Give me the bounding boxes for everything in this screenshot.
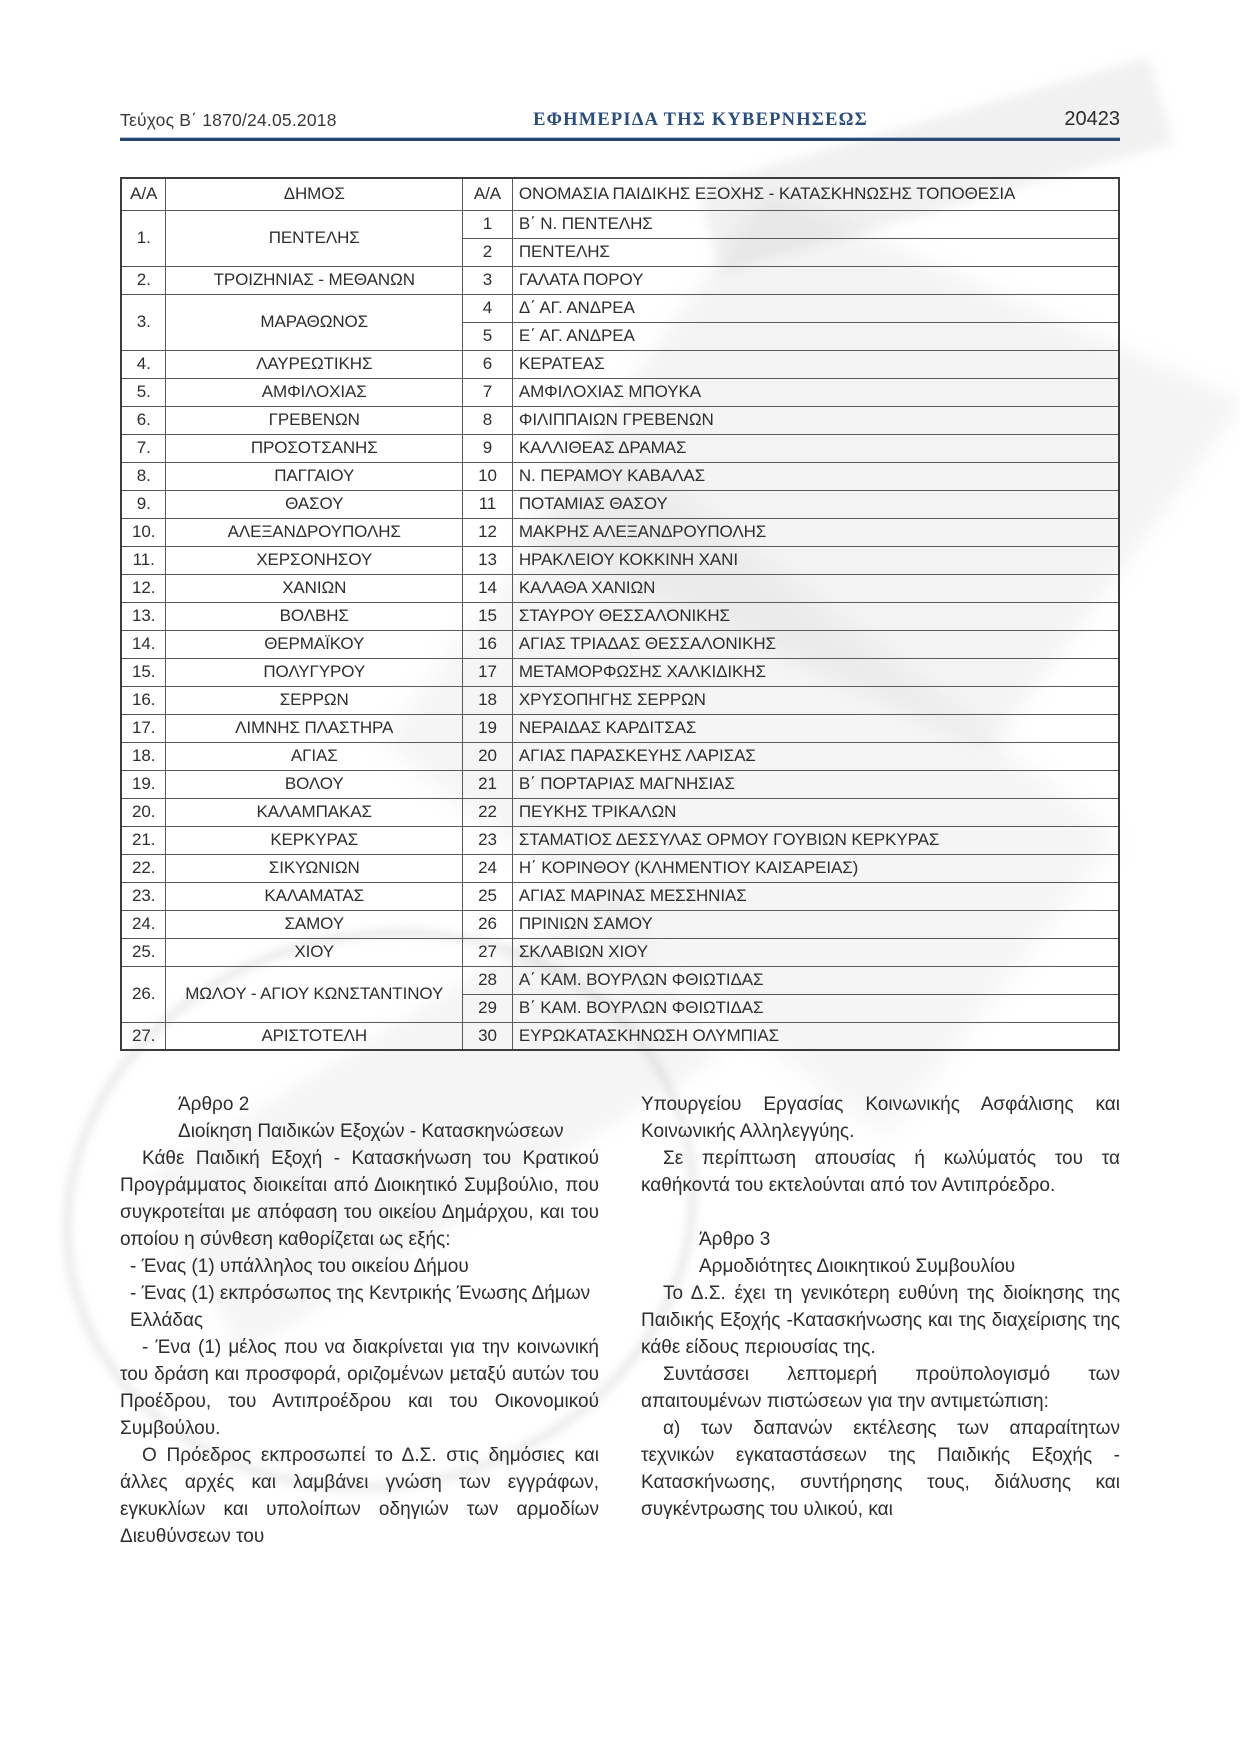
camp-name-cell: Α΄ ΚΑΜ. ΒΟΥΡΛΩΝ ΦΘΙΩΤΙΔΑΣ [512,966,1119,994]
issue-label: Τεύχος Β΄ 1870/24.05.2018 [120,110,337,130]
paragraph: Υπουργείου Εργασίας Κοινωνικής Ασφάλισης και Κοινωνικής Αλληλεγγύης. [641,1094,1120,1142]
camp-name-cell: ΕΥΡΩΚΑΤΑΣΚΗΝΩΣΗ ΟΛΥΜΠΙΑΣ [512,1022,1119,1050]
column-header-onomasia: ΟΝΟΜΑΣΙΑ ΠΑΙΔΙΚΗΣ ΕΞΟΧΗΣ - ΚΑΤΑΣΚΗΝΩΣΗΣ ΤΟΠΟΘΕΣΙΑ [512,178,1119,210]
camp-index-cell: 20 [463,742,513,770]
camp-index-cell: 14 [463,574,513,602]
camp-name-cell: ΜΑΚΡΗΣ ΑΛΕΞΑΝΔΡΟΥΠΟΛΗΣ [512,518,1119,546]
camp-name-cell: Β΄ ΠΟΡΤΑΡΙΑΣ ΜΑΓΝΗΣΙΑΣ [512,770,1119,798]
municipality-index-cell: 24. [121,910,166,938]
table-row [121,546,1119,574]
municipality-name-cell: ΘΑΣΟΥ [166,490,463,518]
municipality-index-cell: 1. [121,210,166,266]
table-row [121,714,1119,742]
camp-name-cell: ΣΤΑΥΡΟΥ ΘΕΣΣΑΛΟΝΙΚΗΣ [512,602,1119,630]
article-2-heading [120,1091,599,1145]
list-item: - Ένα (1) μέλος που να διακρίνεται για την κοινωνική του δράση και προσφορά, οριζομένων μεταξύ αυτών του Προέδρου, του Αντιπροέδρου και του Οικονομικού Συμβούλου. [120,1337,599,1439]
table-row [121,350,1119,378]
camps-table [120,177,1120,1051]
table-header-row [121,178,1119,210]
table-row [121,1022,1119,1050]
gazette-title: ΕΦΗΜΕΡΙΔΑ ΤΗΣ ΚΥΒΕΡΝΗΣΕΩΣ [533,110,868,130]
camp-name-cell: ΠΡΙΝΙΩΝ ΣΑΜΟΥ [512,910,1119,938]
municipality-index-cell: 7. [121,434,166,462]
municipality-index-cell: 10. [121,518,166,546]
municipality-index-cell: 11. [121,546,166,574]
camp-index-cell: 12 [463,518,513,546]
page-number: 20423 [1064,108,1120,130]
article-2-subtitle: Διοίκηση Παιδικών Εξοχών - Κατασκηνώσεων [178,1121,564,1142]
table-row [121,406,1119,434]
table-row [121,462,1119,490]
municipality-index-cell: 12. [121,574,166,602]
left-column [120,1091,599,1550]
camp-index-cell: 29 [463,994,513,1022]
municipality-index-cell: 4. [121,350,166,378]
municipality-index-cell: 18. [121,742,166,770]
camp-index-cell: 18 [463,686,513,714]
table-row [121,630,1119,658]
camp-index-cell: 10 [463,462,513,490]
camp-index-cell: 16 [463,630,513,658]
table-row [121,938,1119,966]
table-row [121,910,1119,938]
camp-name-cell: Β΄ Ν. ΠΕΝΤΕΛΗΣ [512,210,1119,238]
camp-name-cell: Ν. ΠΕΡΑΜΟΥ ΚΑΒΑΛΑΣ [512,462,1119,490]
table-row [121,826,1119,854]
camp-index-cell: 11 [463,490,513,518]
municipality-index-cell: 15. [121,658,166,686]
list-item: - Ένας (1) εκπρόσωπος της Κεντρικής Ένωσης Δήμων Ελλάδας [130,1283,591,1331]
table-row [121,266,1119,294]
right-column [641,1091,1120,1550]
camp-index-cell: 21 [463,770,513,798]
camp-name-cell: ΚΑΛΛΙΘΕΑΣ ΔΡΑΜΑΣ [512,434,1119,462]
header-rule [120,137,1120,141]
municipality-name-cell: ΒΟΛΟΥ [166,770,463,798]
camp-name-cell: ΚΕΡΑΤΕΑΣ [512,350,1119,378]
municipality-name-cell: ΛΙΜΝΗΣ ΠΛΑΣΤΗΡΑ [166,714,463,742]
camp-index-cell: 9 [463,434,513,462]
paragraph: Σε περίπτωση απουσίας ή κωλύματός του τα καθήκοντά του εκτελούνται από τον Αντιπρόεδρο. [641,1148,1120,1196]
camp-name-cell: ΚΑΛΑΘΑ ΧΑΝΙΩΝ [512,574,1119,602]
camp-name-cell: ΦΙΛΙΠΠΑΙΩΝ ΓΡΕΒΕΝΩΝ [512,406,1119,434]
camp-index-cell: 5 [463,322,513,350]
table-row [121,770,1119,798]
camp-index-cell: 6 [463,350,513,378]
article-3-heading [641,1226,1120,1280]
paragraph: Κάθε Παιδική Εξοχή - Κατασκήνωση του Κρατικού Προγράμματος διοικείται από Διοικητικό Συμβούλιο, που συγκροτείται με απόφαση του οικείου Δημάρχου, και του οποίου η σύνθεση καθορίζεται ως εξής: [120,1148,599,1250]
camp-index-cell: 26 [463,910,513,938]
municipality-index-cell: 6. [121,406,166,434]
municipality-name-cell: ΚΑΛΑΜΠΑΚΑΣ [166,798,463,826]
camp-index-cell: 7 [463,378,513,406]
municipality-index-cell: 20. [121,798,166,826]
municipality-index-cell: 22. [121,854,166,882]
camp-index-cell: 15 [463,602,513,630]
municipality-index-cell: 14. [121,630,166,658]
camp-index-cell: 23 [463,826,513,854]
municipality-name-cell: ΣΕΡΡΩΝ [166,686,463,714]
municipality-index-cell: 2. [121,266,166,294]
municipality-name-cell: ΧΕΡΣΟΝΗΣΟΥ [166,546,463,574]
camp-name-cell: Δ΄ ΑΓ. ΑΝΔΡΕΑ [512,294,1119,322]
municipality-name-cell: ΧΙΟΥ [166,938,463,966]
municipality-index-cell: 8. [121,462,166,490]
table-row [121,518,1119,546]
municipality-name-cell: ΠΡΟΣΟΤΣΑΝΗΣ [166,434,463,462]
paragraph: α) των δαπανών εκτέλεσης των απαραίτητων τεχνικών εγκαταστάσεων της Παιδικής Εξοχής - Κατασκήνωσης, συντήρησης τους, διάλυσης και συγκέντρωσης του υλικού, και [641,1418,1120,1520]
column-header-aa-left: Α/Α [121,178,166,210]
camp-name-cell: ΑΓΙΑΣ ΤΡΙΑΔΑΣ ΘΕΣΣΑΛΟΝΙΚΗΣ [512,630,1119,658]
table-row [121,210,1119,238]
camp-index-cell: 28 [463,966,513,994]
camp-name-cell: ΣΤΑΜΑΤΙΟΣ ΔΕΣΣΥΛΑΣ ΟΡΜΟΥ ΓΟΥΒΙΩΝ ΚΕΡΚΥΡΑΣ [512,826,1119,854]
table-row [121,966,1119,994]
camp-name-cell: ΑΜΦΙΛΟΧΙΑΣ ΜΠΟΥΚΑ [512,378,1119,406]
camp-name-cell: ΝΕΡΑΙΔΑΣ ΚΑΡΔΙΤΣΑΣ [512,714,1119,742]
municipality-index-cell: 9. [121,490,166,518]
municipality-index-cell: 16. [121,686,166,714]
camp-name-cell: ΑΓΙΑΣ ΜΑΡΙΝΑΣ ΜΕΣΣΗΝΙΑΣ [512,882,1119,910]
camp-index-cell: 2 [463,238,513,266]
camp-index-cell: 27 [463,938,513,966]
camp-index-cell: 25 [463,882,513,910]
municipality-name-cell: ΠΑΓΓΑΙΟΥ [166,462,463,490]
municipality-index-cell: 17. [121,714,166,742]
camp-index-cell: 8 [463,406,513,434]
table-row [121,742,1119,770]
table-row [121,798,1119,826]
camp-index-cell: 24 [463,854,513,882]
camp-name-cell: ΠΟΤΑΜΙΑΣ ΘΑΣΟΥ [512,490,1119,518]
municipality-index-cell: 27. [121,1022,166,1050]
camp-index-cell: 3 [463,266,513,294]
municipality-index-cell: 23. [121,882,166,910]
camp-index-cell: 22 [463,798,513,826]
camp-index-cell: 30 [463,1022,513,1050]
camp-index-cell: 13 [463,546,513,574]
municipality-index-cell: 21. [121,826,166,854]
municipality-name-cell: ΤΡΟΙΖΗΝΙΑΣ - ΜΕΘΑΝΩΝ [166,266,463,294]
camp-name-cell: ΓΑΛΑΤΑ ΠΟΡΟΥ [512,266,1119,294]
camp-name-cell: ΜΕΤΑΜΟΡΦΩΣΗΣ ΧΑΛΚΙΔΙΚΗΣ [512,658,1119,686]
table-row [121,294,1119,322]
camp-name-cell: ΠΕΥΚΗΣ ΤΡΙΚΑΛΩΝ [512,798,1119,826]
municipality-name-cell: ΑΓΙΑΣ [166,742,463,770]
table-row [121,378,1119,406]
column-header-aa-right: Α/Α [463,178,513,210]
municipality-index-cell: 25. [121,938,166,966]
camp-name-cell: ΗΡΑΚΛΕΙΟΥ ΚΟΚΚΙΝΗ ΧΑΝΙ [512,546,1119,574]
municipality-name-cell: ΛΑΥΡΕΩΤΙΚΗΣ [166,350,463,378]
municipality-name-cell: ΑΜΦΙΛΟΧΙΑΣ [166,378,463,406]
municipality-name-cell: ΘΕΡΜΑΪΚΟΥ [166,630,463,658]
table-row [121,658,1119,686]
municipality-name-cell: ΜΑΡΑΘΩΝΟΣ [166,294,463,350]
table-row [121,882,1119,910]
article-columns [120,1091,1120,1550]
spacer [641,1199,1120,1226]
municipality-name-cell: ΑΛΕΞΑΝΔΡΟΥΠΟΛΗΣ [166,518,463,546]
camp-index-cell: 4 [463,294,513,322]
page-header [120,0,1120,131]
camp-name-cell: ΣΚΛΑΒΙΩΝ ΧΙΟΥ [512,938,1119,966]
table-row [121,602,1119,630]
paragraph: Ο Πρόεδρος εκπροσωπεί το Δ.Σ. στις δημόσιες και άλλες αρχές και λαμβάνει γνώση των εγγράφων, εγκυκλίων και υπολοίπων οδηγιών των αρμοδίων Διευθύνσεων του [120,1445,599,1547]
list-item: - Ένας (1) υπάλληλος του οικείου Δήμου [130,1256,469,1277]
table-row [121,434,1119,462]
camp-name-cell: Η΄ ΚΟΡΙΝΘΟΥ (ΚΛΗΜΕΝΤΙΟΥ ΚΑΙΣΑΡΕΙΑΣ) [512,854,1119,882]
article-2-title: Άρθρο 2 [178,1094,250,1115]
article-3-subtitle: Αρμοδιότητες Διοικητικού Συμβουλίου [699,1256,1016,1277]
paragraph: Το Δ.Σ. έχει τη γενικότερη ευθύνη της διοίκησης της Παιδικής Εξοχής -Κατασκήνωσης και της διαχείρισης της κάθε είδους περιουσίας της. [641,1283,1120,1358]
camp-name-cell: Ε΄ ΑΓ. ΑΝΔΡΕΑ [512,322,1119,350]
municipality-name-cell: ΠΕΝΤΕΛΗΣ [166,210,463,266]
camp-index-cell: 1 [463,210,513,238]
camp-name-cell: ΑΓΙΑΣ ΠΑΡΑΣΚΕΥΗΣ ΛΑΡΙΣΑΣ [512,742,1119,770]
municipality-name-cell: ΚΑΛΑΜΑΤΑΣ [166,882,463,910]
municipality-name-cell: ΣΙΚΥΩΝΙΩΝ [166,854,463,882]
camp-name-cell: ΧΡΥΣΟΠΗΓΗΣ ΣΕΡΡΩΝ [512,686,1119,714]
camp-name-cell: Β΄ ΚΑΜ. ΒΟΥΡΛΩΝ ΦΘΙΩΤΙΔΑΣ [512,994,1119,1022]
municipality-name-cell: ΧΑΝΙΩΝ [166,574,463,602]
table-row [121,854,1119,882]
municipality-name-cell: ΜΩΛΟΥ - ΑΓΙΟΥ ΚΩΝΣΤΑΝΤΙΝΟΥ [166,966,463,1022]
municipality-name-cell: ΒΟΛΒΗΣ [166,602,463,630]
municipality-index-cell: 19. [121,770,166,798]
municipality-index-cell: 5. [121,378,166,406]
paragraph: Συντάσσει λεπτομερή προϋπολογισμό των απαιτουμένων πιστώσεων για την αντιμετώπιση: [641,1364,1120,1412]
table-row [121,686,1119,714]
municipality-name-cell: ΠΟΛΥΓΥΡΟΥ [166,658,463,686]
camp-name-cell: ΠΕΝΤΕΛΗΣ [512,238,1119,266]
column-header-dimos: ΔΗΜΟΣ [166,178,463,210]
municipality-index-cell: 26. [121,966,166,1022]
municipality-name-cell: ΑΡΙΣΤΟΤΕΛΗ [166,1022,463,1050]
municipality-index-cell: 3. [121,294,166,350]
municipality-name-cell: ΚΕΡΚΥΡΑΣ [166,826,463,854]
table-row [121,490,1119,518]
article-3-title: Άρθρο 3 [699,1229,771,1250]
camp-index-cell: 17 [463,658,513,686]
table-row [121,574,1119,602]
camp-index-cell: 19 [463,714,513,742]
municipality-name-cell: ΓΡΕΒΕΝΩΝ [166,406,463,434]
municipality-index-cell: 13. [121,602,166,630]
municipality-name-cell: ΣΑΜΟΥ [166,910,463,938]
